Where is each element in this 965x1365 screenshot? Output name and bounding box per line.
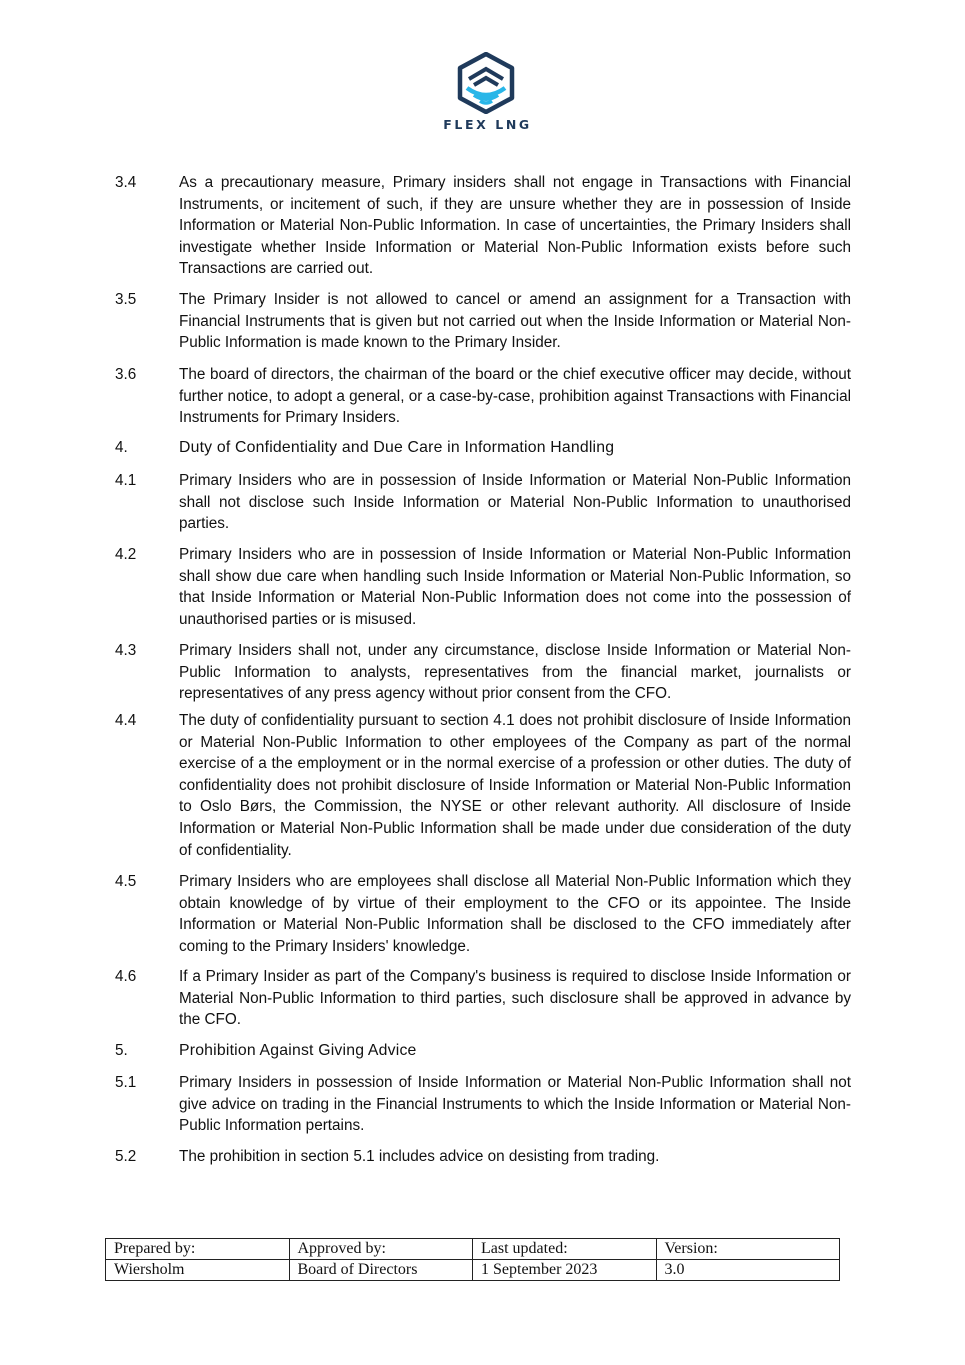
prepared-by-label: Prepared by: (106, 1239, 290, 1260)
clause-4-1 (115, 470, 851, 535)
clause-number: 4.4 (115, 712, 137, 729)
clause-text: The prohibition in section 5.1 includes advice on desisting from trading. (179, 1148, 660, 1165)
clause-number: 4.6 (115, 968, 137, 985)
clause-text: The duty of confidentiality pursuant to section 4.1 does not prohibit disclosure of Inside Information or Material Non-Public Information to other employees of the Company as part of the normal exercise of a the employment or in the normal exercise of a profession or other duties. The duty of confidentiality does not prohibit disclosure of Inside Information or Material Non-Public Information to Oslo Børs, the Commission, the NYSE or other relevant authority. All disclosure of Inside Information or Material Non-Public Information shall be made under due consideration of the duty of confidentiality. (179, 712, 851, 859)
approved-by-label: Approved by: (289, 1239, 473, 1260)
clause-text: The Primary Insider is not allowed to cancel or amend an assignment for a Transaction with Financial Instruments that is given but not carried out when the Inside Information or Material Non-Public Information is made known to the Primary Insider. (179, 291, 851, 352)
clause-3-5 (115, 289, 851, 354)
version-label: Version: (656, 1239, 840, 1260)
table-row (106, 1260, 840, 1281)
prepared-by-value: Wiersholm (106, 1260, 290, 1281)
clause-number: 4.5 (115, 873, 137, 890)
section-number: 4. (115, 439, 128, 456)
company-logo (440, 52, 532, 144)
clause-4-4 (115, 710, 851, 861)
clause-4-6 (115, 966, 851, 1031)
clause-number: 5.1 (115, 1074, 137, 1091)
clause-number: 3.4 (115, 174, 137, 191)
clause-3-6 (115, 364, 851, 429)
document-info-table (105, 1238, 840, 1281)
last-updated-value: 1 September 2023 (473, 1260, 657, 1281)
clause-text: As a precautionary measure, Primary insiders shall not engage in Transactions with Financial Instruments, or incitement of such, if they are unsure whether they are in possession of Inside Information or Material Non-Public Information. In case of uncertainties, the Primary Insiders shall investigate whether Inside Information or Material Non-Public Information exists before such Transactions are carried out. (179, 174, 851, 278)
clause-text: Primary Insiders who are in possession of Inside Information or Material Non-Public Information shall not disclose such Inside Information or Material Non-Public Information to unauthorised parties. (179, 472, 851, 533)
section-number: 5. (115, 1042, 128, 1059)
section-heading-4 (115, 437, 851, 459)
clause-text: The board of directors, the chairman of the board or the chief executive officer may decide, without further notice, to adopt a general, or a case-by-case, prohibition against Transactions with Financial Instruments for Primary Insiders. (179, 366, 851, 427)
clause-5-2 (115, 1146, 851, 1168)
section-title: Duty of Confidentiality and Due Care in Information Handling (179, 439, 615, 456)
clause-number: 3.5 (115, 291, 137, 308)
table-header-row (106, 1239, 840, 1260)
clause-number: 4.1 (115, 472, 137, 489)
clause-text: Primary Insiders shall not, under any circumstance, disclose Inside Information or Material Non-Public Information to analysts, representatives from the financial market, journalists or representatives of any press agency without prior consent from the CFO. (179, 642, 851, 703)
section-title: Prohibition Against Giving Advice (179, 1042, 417, 1059)
clause-text: Primary Insiders in possession of Inside Information or Material Non-Public Information shall not give advice on trading in the Financial Instruments to which the Inside Information or Material Non-Public Information pertains. (179, 1074, 851, 1135)
clause-number: 3.6 (115, 366, 137, 383)
version-value: 3.0 (656, 1260, 840, 1281)
clause-3-4 (115, 172, 851, 280)
section-heading-5 (115, 1040, 851, 1062)
clause-text: Primary Insiders who are employees shall disclose all Material Non-Public Information which they obtain knowledge of by virtue of their employment to the CFO or its appointee. The Inside Information or Material Non-Public Information shall be disclosed to the CFO immediately after coming to the Primary Insiders' knowledge. (179, 873, 851, 955)
last-updated-label: Last updated: (473, 1239, 657, 1260)
flex-lng-logo-icon (456, 52, 516, 114)
clause-4-5 (115, 871, 851, 957)
clause-number: 4.3 (115, 642, 137, 659)
logo-wordmark: FLEX LNG (443, 117, 532, 132)
clause-4-2 (115, 544, 851, 630)
clause-number: 5.2 (115, 1148, 137, 1165)
approved-by-value: Board of Directors (289, 1260, 473, 1281)
clause-5-1 (115, 1072, 851, 1137)
clause-number: 4.2 (115, 546, 137, 563)
clause-text: If a Primary Insider as part of the Company's business is required to disclose Inside Information or Material Non-Public Information to third parties, such disclosure shall be approved in advance by the CFO. (179, 968, 851, 1029)
clause-text: Primary Insiders who are in possession of Inside Information or Material Non-Public Information shall show due care when handling such Inside Information or Material Non-Public Information, so that Inside Information or Material Non-Public Information does not come into the possession of unauthorised parties or is misused. (179, 546, 851, 628)
clause-4-3 (115, 640, 851, 705)
